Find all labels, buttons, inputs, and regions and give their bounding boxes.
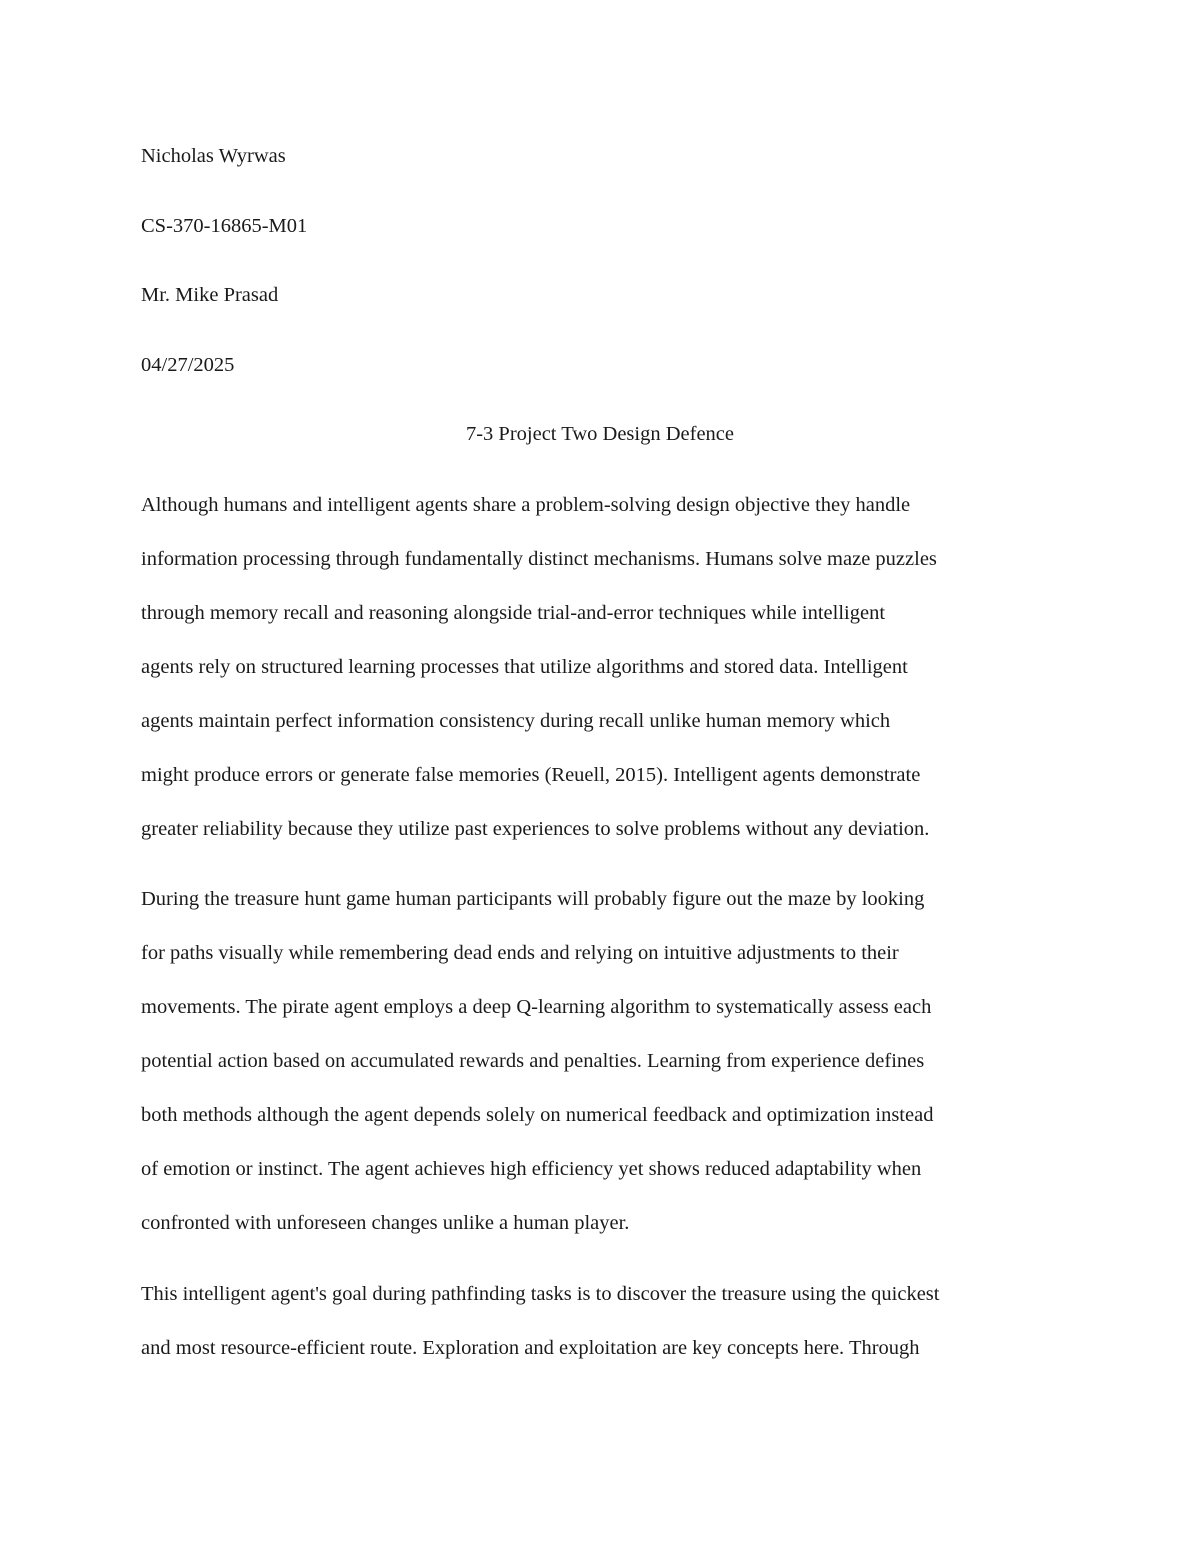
paragraph-2-line-7: confronted with unforeseen changes unlike a human player. [141, 1212, 630, 1234]
document-title: 7-3 Project Two Design Defence [465, 423, 735, 445]
paragraph-1-line-1: Although humans and intelligent agents share a problem-solving design objective they handle [141, 494, 911, 516]
submission-date: 04/27/2025 [141, 354, 235, 376]
paragraph-1-line-2: information processing through fundamentally distinct mechanisms. Humans solve maze puzzles [141, 548, 937, 570]
paragraph-2-line-5: both methods although the agent depends solely on numerical feedback and optimization instead [141, 1104, 934, 1126]
paragraph-1-line-5: agents maintain perfect information consistency during recall unlike human memory which [141, 710, 891, 732]
paragraph-1-line-6: might produce errors or generate false memories (Reuell, 2015). Intelligent agents demonstrate [141, 764, 921, 786]
paragraph-1-line-7: greater reliability because they utilize past experiences to solve problems without any deviation. [141, 818, 930, 840]
paragraph-2-line-4: potential action based on accumulated rewards and penalties. Learning from experience defines [141, 1050, 925, 1072]
paragraph-2-line-1: During the treasure hunt game human participants will probably figure out the maze by looking [141, 888, 925, 910]
paragraph-2-line-3: movements. The pirate agent employs a deep Q-learning algorithm to systematically assess each [141, 996, 932, 1018]
paragraph-2-line-6: of emotion or instinct. The agent achieves high efficiency yet shows reduced adaptability when [141, 1158, 922, 1180]
paragraph-2-line-2: for paths visually while remembering dead ends and relying on intuitive adjustments to their [141, 942, 899, 964]
author-name: Nicholas Wyrwas [141, 145, 286, 167]
paragraph-3-line-1: This intelligent agent's goal during pathfinding tasks is to discover the treasure using the quickest [141, 1283, 940, 1305]
paragraph-3-line-2: and most resource-efficient route. Exploration and exploitation are key concepts here. Through [141, 1337, 920, 1359]
paragraph-1-line-4: agents rely on structured learning processes that utilize algorithms and stored data. Intelligent [141, 656, 908, 678]
instructor-name: Mr. Mike Prasad [141, 284, 279, 306]
course-code: CS-370-16865-M01 [141, 215, 308, 237]
paragraph-1-line-3: through memory recall and reasoning alongside trial-and-error techniques while intelligent [141, 602, 886, 624]
